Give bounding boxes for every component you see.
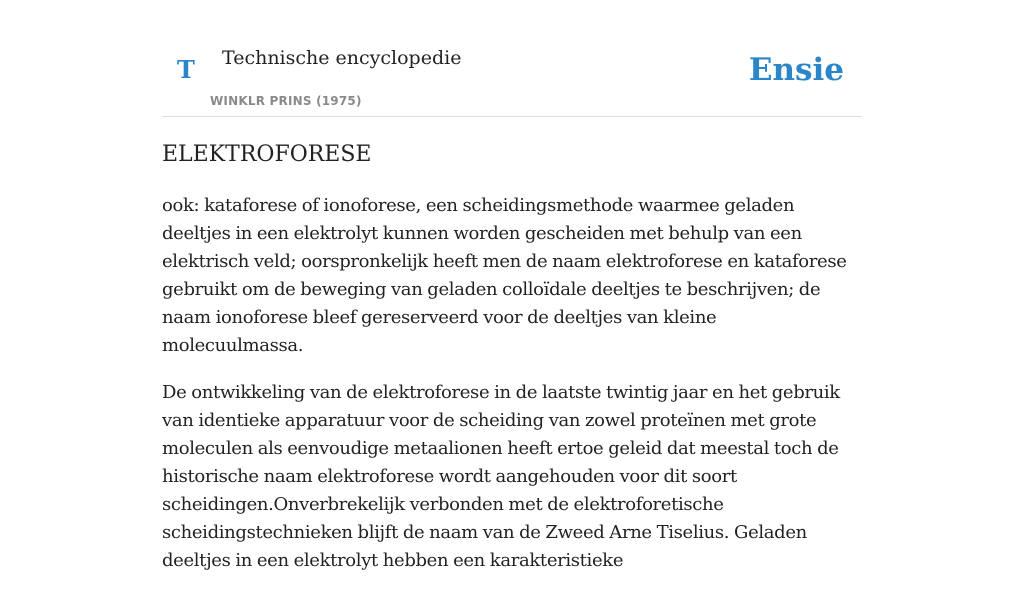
article-title: ELEKTROFORESE — [162, 142, 372, 167]
brand-logo[interactable]: Ensie — [748, 52, 844, 88]
article-body — [162, 192, 862, 594]
source-logo-icon: T — [177, 55, 195, 84]
article-paragraph: ook: kataforese of ionoforese, een scheidingsmethode waarmee geladen deeltjes in een elektrolyt kunnen worden gescheiden met behulp van een elektrisch veld; oorspronkelijk heeft men de naam elektroforese en kataforese gebruikt om de beweging van geladen colloïdale deeltjes te beschrijven; de naam ionoforese bleef gereserveerd voor de deeltjes van kleine molecuulmassa. — [162, 195, 847, 356]
source-subtitle: WINKLR PRINS (1975) — [210, 94, 362, 108]
source-title[interactable]: Technische encyclopedie — [222, 47, 462, 69]
source-header — [162, 0, 862, 117]
article-paragraph: De ontwikkeling van de elektroforese in de laatste twintig jaar en het gebruik van identieke apparatuur voor de scheiding van zowel proteïnen met grote moleculen als eenvoudige metaalionen heeft ertoe geleid dat meestal toch de historische naam elektroforese wordt aangehouden voor dit soort scheidingen.Onverbrekelijk verbonden met de elektroforetische scheidingstechnieken blijft de naam van de Zweed Arne Tiselius. Geladen deeltjes in een elektrolyt hebben een karakteristieke — [162, 382, 840, 571]
